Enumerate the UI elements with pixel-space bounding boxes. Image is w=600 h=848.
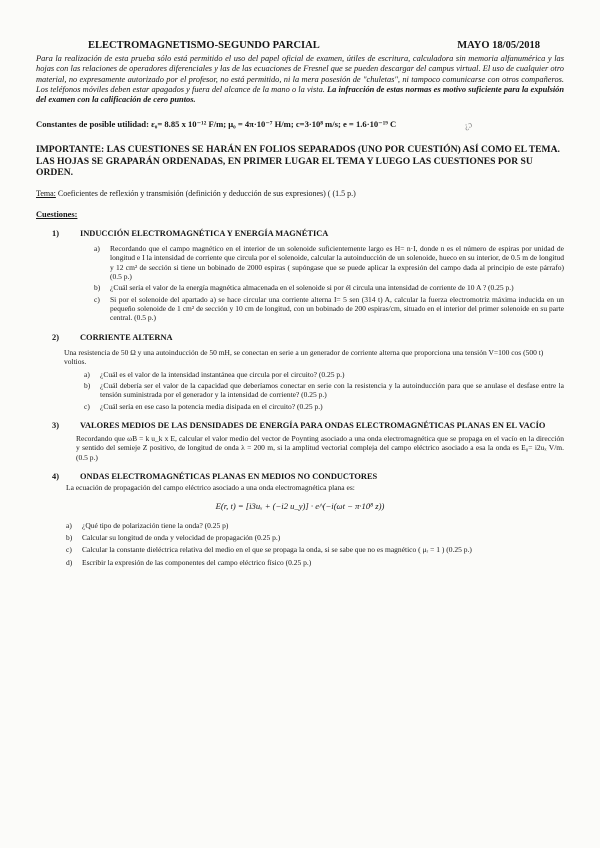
question-item [66,558,564,567]
cuestiones-heading: Cuestiones: [36,209,78,219]
item-letter: a) [94,243,100,253]
item-letter: c) [84,401,90,411]
tema-label: Tema: [36,188,56,198]
handwritten-mark: ¿ɔ [462,118,474,132]
question-number: 3) [52,421,59,430]
question-item [94,283,564,292]
question-item [66,545,564,554]
exam-title: ELECTROMAGNETISMO-SEGUNDO PARCIAL [88,40,320,51]
exam-header [36,40,564,51]
question-1 [36,229,564,323]
question-item [84,370,564,379]
question-number: 2) [52,332,59,342]
item-letter: a) [84,369,90,379]
tema-text: Coeficientes de reflexión y transmisión (definición y deducción de sus expresiones) ( (1.5 p.) [57,188,356,198]
question-title-text: VALORES MEDIOS DE LAS DENSIDADES DE ENERGÍA PARA ONDAS ELECTROMAGNÉTICAS PLANAS EN EL VACÍO [80,421,546,430]
exam-date: MAYO 18/05/2018 [457,40,540,51]
instructions-text: Para la realización de esta prueba sólo está permitido el uso del papel oficial de examen, útiles de escritura, calculadora sin memoria alfanumérica y las hojas con las relaciones de operadores diferenciales y las de las ecuaciones de Fresnel que se pueden descargar del campus virtual. El uso de cualquier otro material, no expresamente autorizado por el profesor, no está permitido, ni la mera posesión de "chuletas", ni tampoco comunicarse con otros compañeros. Los teléfonos móviles deben estar apagados y fuera del alcance de la mano o la vista. [36,54,564,94]
question-4-title [36,472,564,481]
item-letter: a) [66,520,72,530]
question-number: 4) [52,472,59,482]
question-item [84,402,564,411]
question-item [84,381,564,400]
question-item [94,244,564,282]
item-text: Si por el solenoide del apartado a) se hace circular una corriente alterna I= 5 sen (314 t) A, calcular la fuerza electromotriz máxima inducida en un pequeño solenoide de 1 cm² de sección y 10 cm de longitud, con un bobinado de 200 espiras/cm, situado en el interior del primer solenoide en su parte central. (0.5 p.) [110,294,564,323]
item-letter: b) [94,283,101,293]
item-text: ¿Cuál sería el valor de la energía magnética almacenada en el solenoide si por él circula una intensidad de corriente de 10 A ? (0.25 p.) [110,283,514,293]
question-title-text: ONDAS ELECTROMAGNÉTICAS PLANAS EN MEDIOS NO CONDUCTORES [80,472,378,482]
item-text: ¿Qué tipo de polarización tiene la onda? (0.25 p) [82,520,229,530]
item-letter: b) [66,532,73,542]
item-text: ¿Cuál debería ser el valor de la capacidad que deberíamos conectar en serie con la resistencia y la autoinducción para que se anulase el desfase entre la tensión suministrada por el generador y la intensidad de corriente? (0.25 p.) [100,380,564,400]
question-2-body: Una resistencia de 50 Ω y una autoinducción de 50 mH, se conectan en serie a un generador de corriente alterna que proporciona una tensión V=100 cos (500 t) voltios. [64,347,544,367]
question-1-items [36,244,564,323]
tema-line [36,189,564,198]
question-3 [36,421,564,462]
question-title-text: CORRIENTE ALTERNA [80,332,173,342]
instructions-warning: La infracción de estas normas es motivo suficiente para la expulsión del examen con la calificación de cero puntos. [36,84,564,104]
item-text: Calcular la constante dieléctrica relativa del medio en el que se propaga la onda, si se sabe que no es magnético ( μᵣ = 1 ) (0.25 p.) [82,545,472,555]
item-text: ¿Cuál es el valor de la intensidad instantánea que circula por el circuito? (0.25 p.) [100,369,345,379]
question-3-title [36,421,564,430]
question-item [66,521,564,530]
item-text: Recordando que el campo magnético en el interior de un solenoide suficientemente largo es H= n·I, donde n es el número de espiras por unidad de longitud e I la intensidad de corriente que circula por el solenoide, calcular la autoinducción de un solenoide, hueco en su interior, de 0.5 m de longitud y 12 cm² de sección si tiene un bobinado de 2000 espiras ( supóngase que se puede aplicar la expresión del campo dada al principio de este párrafo)(0.5 p.) [110,243,564,281]
question-item [66,533,564,542]
question-number: 1) [52,228,59,238]
item-letter: b) [84,380,91,390]
item-letter: c) [94,294,100,304]
constants-line: Constantes de posible utilidad: ε₀= 8.85 x 10⁻¹² F/m; μ₀ = 4π·10⁻⁷ H/m; c=3·10⁸ m/s; e = 1.6·10⁻¹⁹ C [36,119,397,130]
item-text: ¿Cuál sería en ese caso la potencia media disipada en el circuito? (0.25 p.) [100,401,323,411]
question-2-items [36,370,564,412]
item-letter: d) [66,557,73,567]
item-text: Escribir la expresión de las componentes del campo eléctrico físico (0.25 p.) [82,557,312,567]
question-4 [36,472,564,567]
question-1-title [36,229,564,238]
item-letter: c) [66,545,72,555]
question-item [94,295,564,323]
question-4-items [36,521,564,568]
item-text: Calcular su longitud de onda y velocidad de propagación (0.25 p.) [82,532,281,542]
question-3-body: Recordando que ωB = k u_k x E, calcular el valor medio del vector de Poynting asociado a una onda electromagnética que se propaga en el vacío en la dirección y sentido del semieje Z positivo, de longitud de onda λ = 200 m, si la amplitud vectorial compleja del campo eléctrico asociado a esa la onda es E₀= i2uₓ V/m. (0.5 p.) [76,434,564,462]
important-notice: IMPORTANTE: LAS CUESTIONES SE HARÁN EN FOLIOS SEPARADOS (UNO POR CUESTIÓN) ASÍ COMO EL TEMA. LAS HOJAS SE GRAPARÁN ORDENADAS, EN PRIMER LUGAR EL TEMA Y LUEGO LAS CUESTIONES POR SU ORDEN. [36,144,560,179]
question-2-title [36,333,564,342]
propagation-equation: E(r, t) = [i3uₓ + (−i2 u_y)] · e^(−i(ωt − π·10⁸ z)) [215,500,385,511]
question-2 [36,333,564,411]
question-title-text: INDUCCIÓN ELECTROMAGNÉTICA Y ENERGÍA MAGNÉTICA [80,228,329,238]
question-4-body: La ecuación de propagación del campo eléctrico asociado a una onda electromagnética plana es: [66,483,355,493]
exam-instructions [36,54,564,105]
